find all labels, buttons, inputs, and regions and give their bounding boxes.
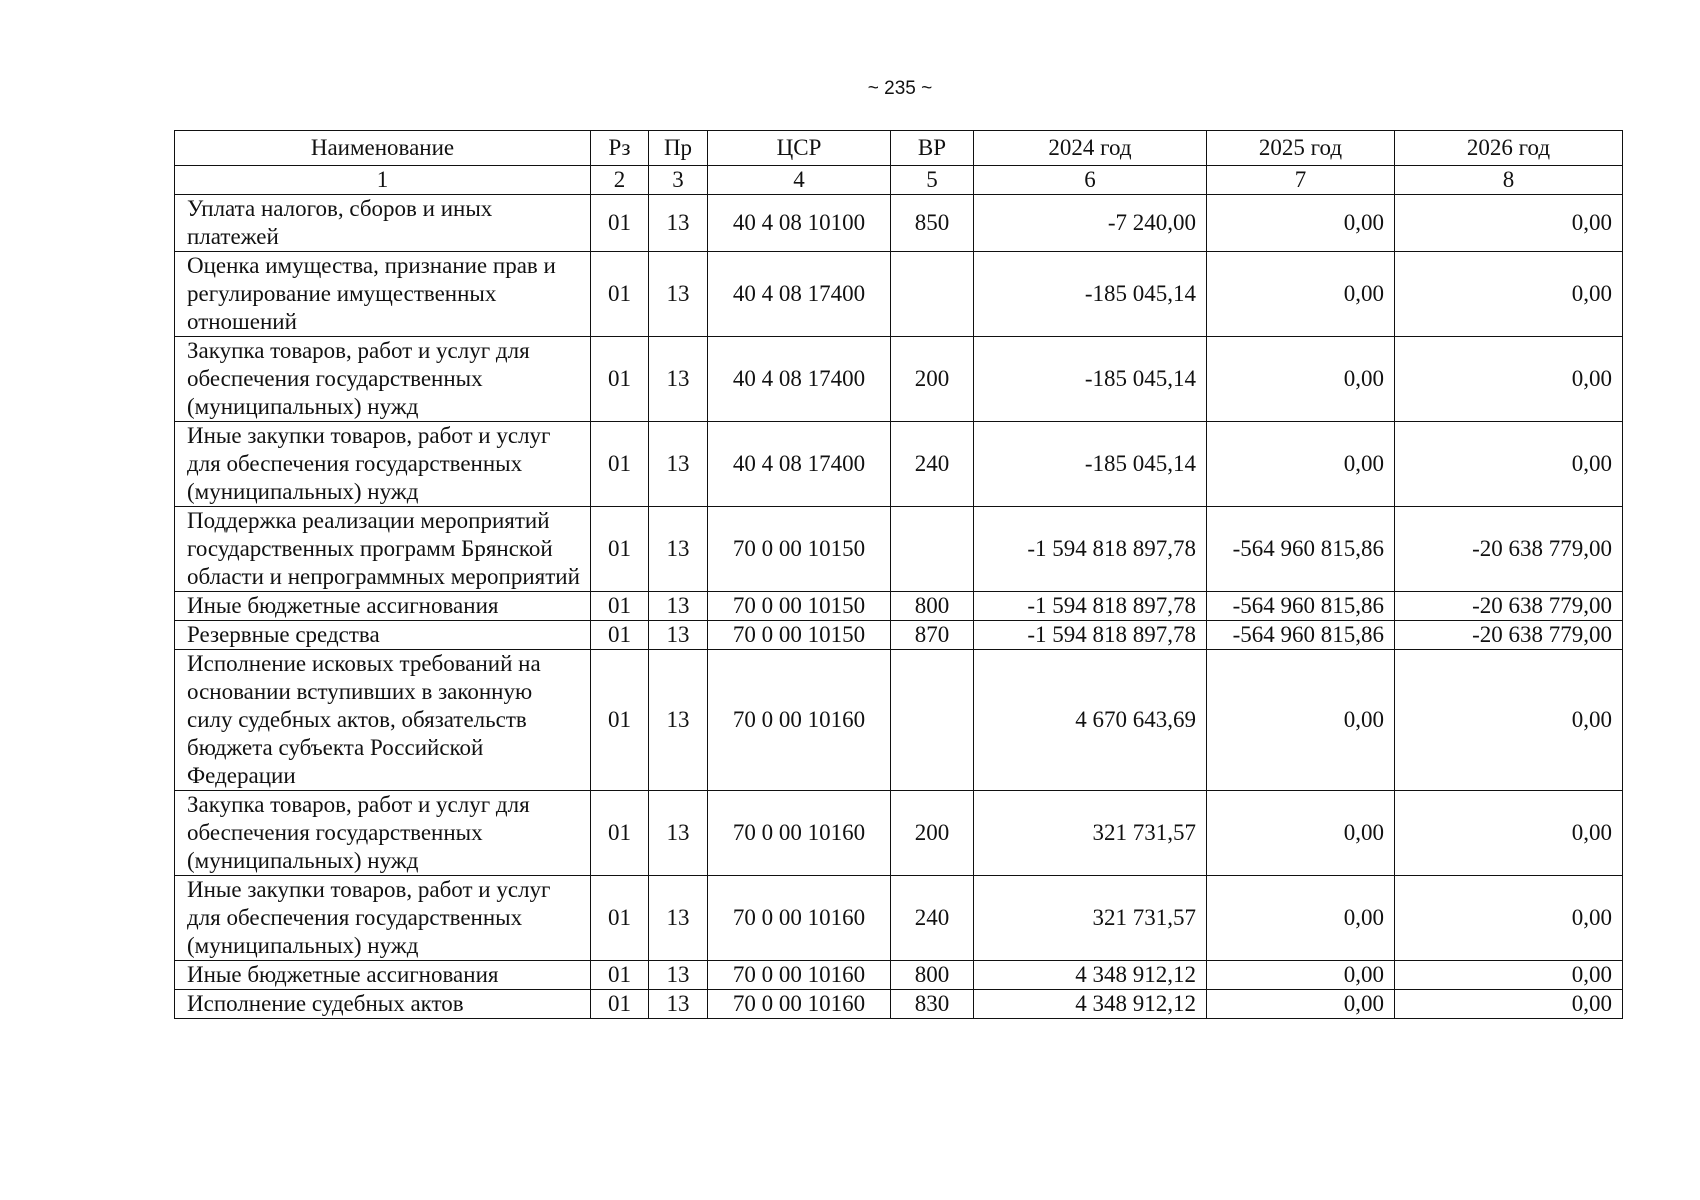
page-number: ~ 235 ~: [867, 78, 933, 99]
row-rz: 01: [591, 252, 649, 337]
budget-table-container: [174, 130, 1622, 1019]
row-name: Поддержка реализации мероприятий государственных программ Брянской области и непрограммных мероприятий: [175, 507, 591, 592]
row-amount-2024: 4 348 912,12: [974, 990, 1207, 1019]
row-name: Иные бюджетные ассигнования: [175, 961, 591, 990]
row-csr: 70 0 00 10150: [708, 621, 891, 650]
row-vr: 850: [891, 195, 974, 252]
row-name: Уплата налогов, сборов и иных платежей: [175, 195, 591, 252]
column-number: 4: [708, 166, 891, 195]
row-name: Резервные средства: [175, 621, 591, 650]
row-rz: 01: [591, 422, 649, 507]
row-pr: 13: [649, 990, 708, 1019]
row-csr: 70 0 00 10160: [708, 791, 891, 876]
row-name: Исполнение исковых требований на основании вступивших в законную силу судебных актов, обязательств бюджета субъекта Российской Федерации: [175, 650, 591, 791]
column-number: 7: [1207, 166, 1395, 195]
row-amount-2025: 0,00: [1207, 990, 1395, 1019]
row-vr: 870: [891, 621, 974, 650]
header-2024: 2024 год: [974, 131, 1207, 166]
row-pr: 13: [649, 791, 708, 876]
row-pr: 13: [649, 507, 708, 592]
row-rz: 01: [591, 592, 649, 621]
row-csr: 70 0 00 10160: [708, 961, 891, 990]
column-number: 2: [591, 166, 649, 195]
table-row: [175, 422, 1623, 507]
row-amount-2024: -1 594 818 897,78: [974, 592, 1207, 621]
row-pr: 13: [649, 422, 708, 507]
row-amount-2025: 0,00: [1207, 252, 1395, 337]
row-name: Иные бюджетные ассигнования: [175, 592, 591, 621]
header-rz: Рз: [591, 131, 649, 166]
column-number: 1: [175, 166, 591, 195]
row-csr: 40 4 08 17400: [708, 252, 891, 337]
row-amount-2025: -564 960 815,86: [1207, 507, 1395, 592]
table-row: [175, 621, 1623, 650]
row-amount-2024: 4 348 912,12: [974, 961, 1207, 990]
table-row: [175, 507, 1623, 592]
row-amount-2026: 0,00: [1395, 337, 1623, 422]
row-amount-2024: -1 594 818 897,78: [974, 507, 1207, 592]
row-vr: 240: [891, 422, 974, 507]
row-name: Исполнение судебных актов: [175, 990, 591, 1019]
row-csr: 70 0 00 10160: [708, 876, 891, 961]
row-name: Закупка товаров, работ и услуг для обеспечения государственных (муниципальных) нужд: [175, 337, 591, 422]
row-amount-2025: -564 960 815,86: [1207, 621, 1395, 650]
row-amount-2025: 0,00: [1207, 791, 1395, 876]
row-vr: 800: [891, 961, 974, 990]
row-name: Иные закупки товаров, работ и услуг для обеспечения государственных (муниципальных) нужд: [175, 876, 591, 961]
row-pr: 13: [649, 650, 708, 791]
row-name: Оценка имущества, признание прав и регулирование имущественных отношений: [175, 252, 591, 337]
header-vr: ВР: [891, 131, 974, 166]
row-vr: [891, 252, 974, 337]
table-header: [175, 131, 1623, 195]
row-amount-2024: 4 670 643,69: [974, 650, 1207, 791]
row-vr: [891, 507, 974, 592]
row-pr: 13: [649, 195, 708, 252]
table-row: [175, 252, 1623, 337]
row-amount-2024: -1 594 818 897,78: [974, 621, 1207, 650]
row-vr: 800: [891, 592, 974, 621]
row-rz: 01: [591, 990, 649, 1019]
header-csr: ЦСР: [708, 131, 891, 166]
row-amount-2025: 0,00: [1207, 961, 1395, 990]
row-amount-2026: 0,00: [1395, 195, 1623, 252]
column-number-row: [175, 166, 1623, 195]
table-row: [175, 961, 1623, 990]
row-pr: 13: [649, 252, 708, 337]
row-rz: 01: [591, 337, 649, 422]
table-row: [175, 592, 1623, 621]
row-rz: 01: [591, 621, 649, 650]
row-vr: 200: [891, 791, 974, 876]
row-amount-2024: -185 045,14: [974, 337, 1207, 422]
row-amount-2026: 0,00: [1395, 252, 1623, 337]
row-amount-2024: 321 731,57: [974, 791, 1207, 876]
table-row: [175, 650, 1623, 791]
row-rz: 01: [591, 507, 649, 592]
row-amount-2024: -185 045,14: [974, 422, 1207, 507]
row-name: Закупка товаров, работ и услуг для обеспечения государственных (муниципальных) нужд: [175, 791, 591, 876]
row-pr: 13: [649, 961, 708, 990]
row-amount-2026: -20 638 779,00: [1395, 592, 1623, 621]
table-row: [175, 195, 1623, 252]
row-amount-2025: 0,00: [1207, 195, 1395, 252]
table-row: [175, 990, 1623, 1019]
row-amount-2025: 0,00: [1207, 337, 1395, 422]
row-amount-2026: -20 638 779,00: [1395, 507, 1623, 592]
header-pr: Пр: [649, 131, 708, 166]
row-amount-2024: -7 240,00: [974, 195, 1207, 252]
row-rz: 01: [591, 791, 649, 876]
budget-table: [174, 130, 1623, 1019]
row-amount-2026: -20 638 779,00: [1395, 621, 1623, 650]
column-number: 3: [649, 166, 708, 195]
header-name: Наименование: [175, 131, 591, 166]
row-amount-2026: 0,00: [1395, 791, 1623, 876]
column-number: 8: [1395, 166, 1623, 195]
row-pr: 13: [649, 337, 708, 422]
row-rz: 01: [591, 961, 649, 990]
row-amount-2025: 0,00: [1207, 650, 1395, 791]
row-vr: 240: [891, 876, 974, 961]
row-amount-2024: -185 045,14: [974, 252, 1207, 337]
row-vr: 830: [891, 990, 974, 1019]
table-row: [175, 337, 1623, 422]
row-rz: 01: [591, 650, 649, 791]
header-row: [175, 131, 1623, 166]
row-pr: 13: [649, 592, 708, 621]
row-csr: 40 4 08 17400: [708, 337, 891, 422]
table-body: [175, 195, 1623, 1019]
row-amount-2025: 0,00: [1207, 876, 1395, 961]
row-csr: 40 4 08 10100: [708, 195, 891, 252]
row-amount-2025: -564 960 815,86: [1207, 592, 1395, 621]
row-amount-2026: 0,00: [1395, 876, 1623, 961]
column-number: 5: [891, 166, 974, 195]
row-csr: 70 0 00 10160: [708, 650, 891, 791]
row-csr: 40 4 08 17400: [708, 422, 891, 507]
row-pr: 13: [649, 876, 708, 961]
row-amount-2026: 0,00: [1395, 422, 1623, 507]
row-vr: 200: [891, 337, 974, 422]
row-amount-2026: 0,00: [1395, 650, 1623, 791]
row-csr: 70 0 00 10150: [708, 592, 891, 621]
row-amount-2026: 0,00: [1395, 961, 1623, 990]
header-2025: 2025 год: [1207, 131, 1395, 166]
row-amount-2026: 0,00: [1395, 990, 1623, 1019]
row-csr: 70 0 00 10150: [708, 507, 891, 592]
column-number: 6: [974, 166, 1207, 195]
table-row: [175, 876, 1623, 961]
row-rz: 01: [591, 876, 649, 961]
row-rz: 01: [591, 195, 649, 252]
table-row: [175, 791, 1623, 876]
row-csr: 70 0 00 10160: [708, 990, 891, 1019]
row-amount-2025: 0,00: [1207, 422, 1395, 507]
header-2026: 2026 год: [1395, 131, 1623, 166]
row-amount-2024: 321 731,57: [974, 876, 1207, 961]
row-pr: 13: [649, 621, 708, 650]
row-vr: [891, 650, 974, 791]
row-name: Иные закупки товаров, работ и услуг для обеспечения государственных (муниципальных) нужд: [175, 422, 591, 507]
